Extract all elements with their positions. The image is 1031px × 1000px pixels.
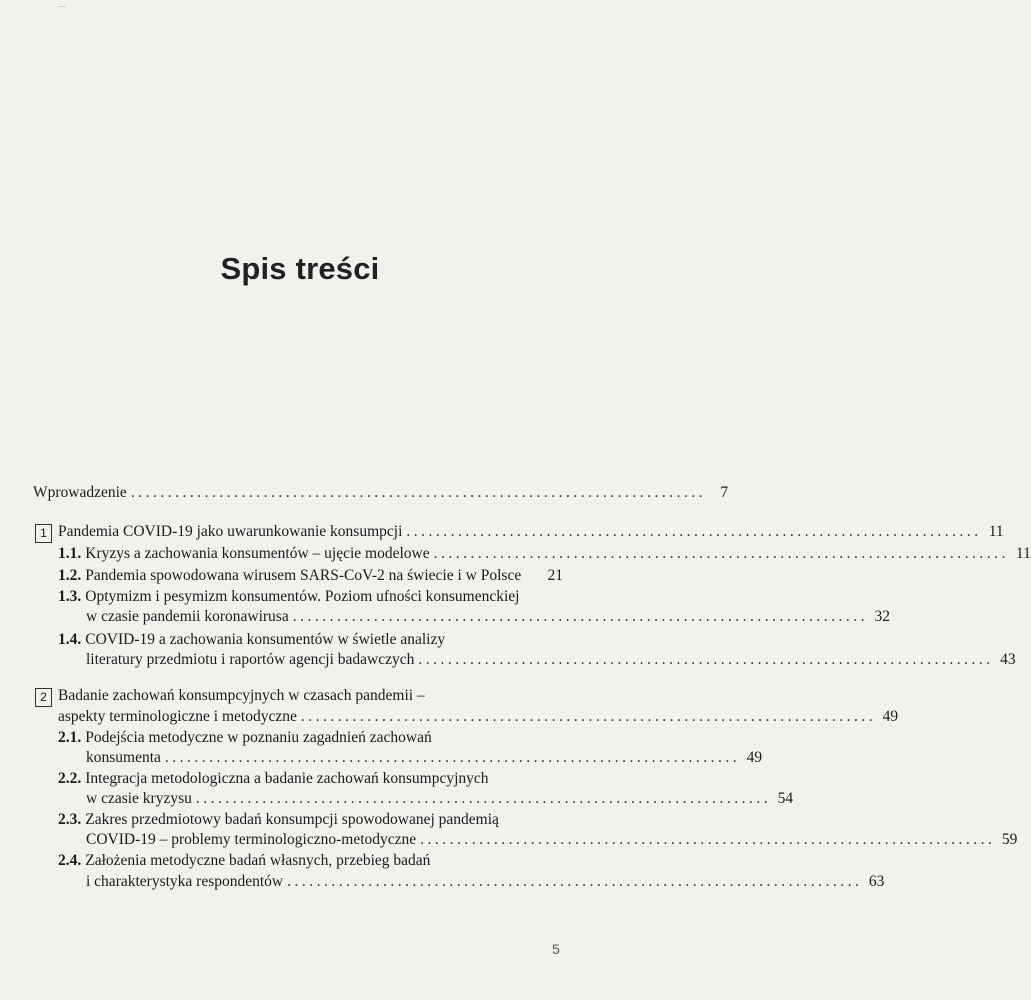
section-number: 1.3. (58, 588, 82, 605)
toc-entry-page: 43 (1000, 651, 1016, 668)
section-number: 2.2. (58, 770, 82, 787)
toc-entry-title: COVID-19 – problemy terminologiczno-metodyczne (86, 831, 417, 848)
dot-leader: .............................................................................. (300, 708, 877, 725)
toc-entry-page: 63 (868, 873, 885, 890)
toc-entry-title: Pandemia COVID-19 jako uwarunkowanie konsumpcji (58, 523, 403, 540)
dot-leader: .............................................................................. (420, 831, 996, 848)
toc-entry-title: Pandemia spowodowana wirusem SARS-CoV-2 na świecie i w Polsce (85, 567, 522, 584)
dot-leader: .............................................................................. (406, 523, 982, 540)
section-number: 1.2. (58, 567, 82, 584)
toc-entry-title: COVID-19 a zachowania konsumentów w świetle analizy (85, 631, 446, 648)
toc-entry-title: Kryzys a zachowania konsumentów – ujęcie modelowe (85, 545, 430, 562)
chapter-number-box: 1 (35, 524, 52, 543)
toc-entry-title: Założenia metodyczne badań własnych, przebieg badań (85, 852, 431, 869)
dot-leader: .............................................................................. (433, 545, 1009, 562)
toc-entry-page: 49 (746, 749, 763, 766)
toc-entry-chapter-2[interactable] (58, 686, 563, 706)
dot-leader: .............................................................................. (130, 484, 707, 501)
toc-entry-title: w czasie pandemii koronawirusa (86, 608, 289, 625)
toc-entry-chapter-2-cont[interactable] (58, 707, 899, 727)
toc-entry-section-1-4-cont[interactable] (86, 650, 1016, 670)
toc-entry-section-1-3[interactable] (58, 587, 563, 607)
toc-entry-section-1-4[interactable] (58, 630, 563, 650)
toc-entry-intro[interactable] (33, 483, 729, 503)
toc-entry-section-1-1[interactable] (58, 544, 1031, 564)
section-number: 1.1. (58, 545, 82, 562)
section-number: 2.1. (58, 729, 82, 746)
chapter-number-box: 2 (35, 688, 52, 707)
section-number: 2.4. (58, 852, 82, 869)
toc-entry-section-2-1-cont[interactable] (86, 748, 763, 768)
toc-entry-section-2-4-cont[interactable] (86, 872, 885, 892)
toc-entry-section-2-3[interactable] (58, 810, 563, 830)
toc-entry-chapter-1[interactable] (58, 522, 1004, 542)
toc-entry-page: 59 (1001, 831, 1018, 848)
dot-leader: .............................................................................. (195, 790, 772, 807)
toc-entry-page: 7 (720, 484, 729, 501)
toc-entry-section-2-4[interactable] (58, 851, 563, 871)
dot-leader: .............................................................................. (418, 651, 994, 668)
page-number: 5 (552, 941, 560, 957)
toc-entry-title: Podejścia metodyczne w poznaniu zagadnień zachowań (85, 729, 432, 746)
dot-leader: .............................................................................. (287, 873, 863, 890)
toc-entry-title: literatury przedmiotu i raportów agencji badawczych (86, 651, 415, 668)
toc-entry-page: 11 (988, 523, 1004, 540)
toc-entry-title: Wprowadzenie (33, 484, 127, 501)
toc-entry-title: w czasie kryzysu (86, 790, 192, 807)
toc-entry-title: aspekty terminologiczne i metodyczne (58, 708, 297, 725)
toc-entry-section-2-2-cont[interactable] (86, 789, 794, 809)
toc-entry-section-1-2[interactable] (58, 566, 563, 586)
toc-entry-page: 21 (547, 567, 563, 584)
toc-entry-page: 32 (874, 608, 890, 625)
scan-mark: ⁓ (58, 2, 66, 11)
toc-entry-section-2-2[interactable] (58, 769, 563, 789)
toc-entry-title: konsumenta (86, 749, 161, 766)
toc-entry-title: Zakres przedmiotowy badań konsumpcji spowodowanej pandemią (85, 811, 499, 828)
section-number: 1.4. (58, 631, 82, 648)
toc-entry-page: 54 (777, 790, 794, 807)
section-number: 2.3. (58, 811, 82, 828)
page-title: Spis treści (220, 250, 380, 286)
toc-entry-title: Integracja metodologiczna a badanie zachowań konsumpcyjnych (85, 770, 489, 787)
toc-entry-page: 49 (882, 708, 899, 725)
toc-entry-page: 11 (1015, 545, 1031, 562)
toc-entry-title: Badanie zachowań konsumpcyjnych w czasach pandemii – (58, 687, 425, 704)
toc-entry-section-2-3-cont[interactable] (86, 830, 1018, 850)
dot-leader: .............................................................................. (164, 749, 741, 766)
toc-entry-section-2-1[interactable] (58, 728, 563, 748)
toc-entry-title: Optymizm i pesymizm konsumentów. Poziom ufności konsumenckiej (85, 588, 520, 605)
toc-entry-section-1-3-cont[interactable] (86, 607, 890, 627)
toc-entry-title: i charakterystyka respondentów (86, 873, 284, 890)
dot-leader: .............................................................................. (292, 608, 868, 625)
